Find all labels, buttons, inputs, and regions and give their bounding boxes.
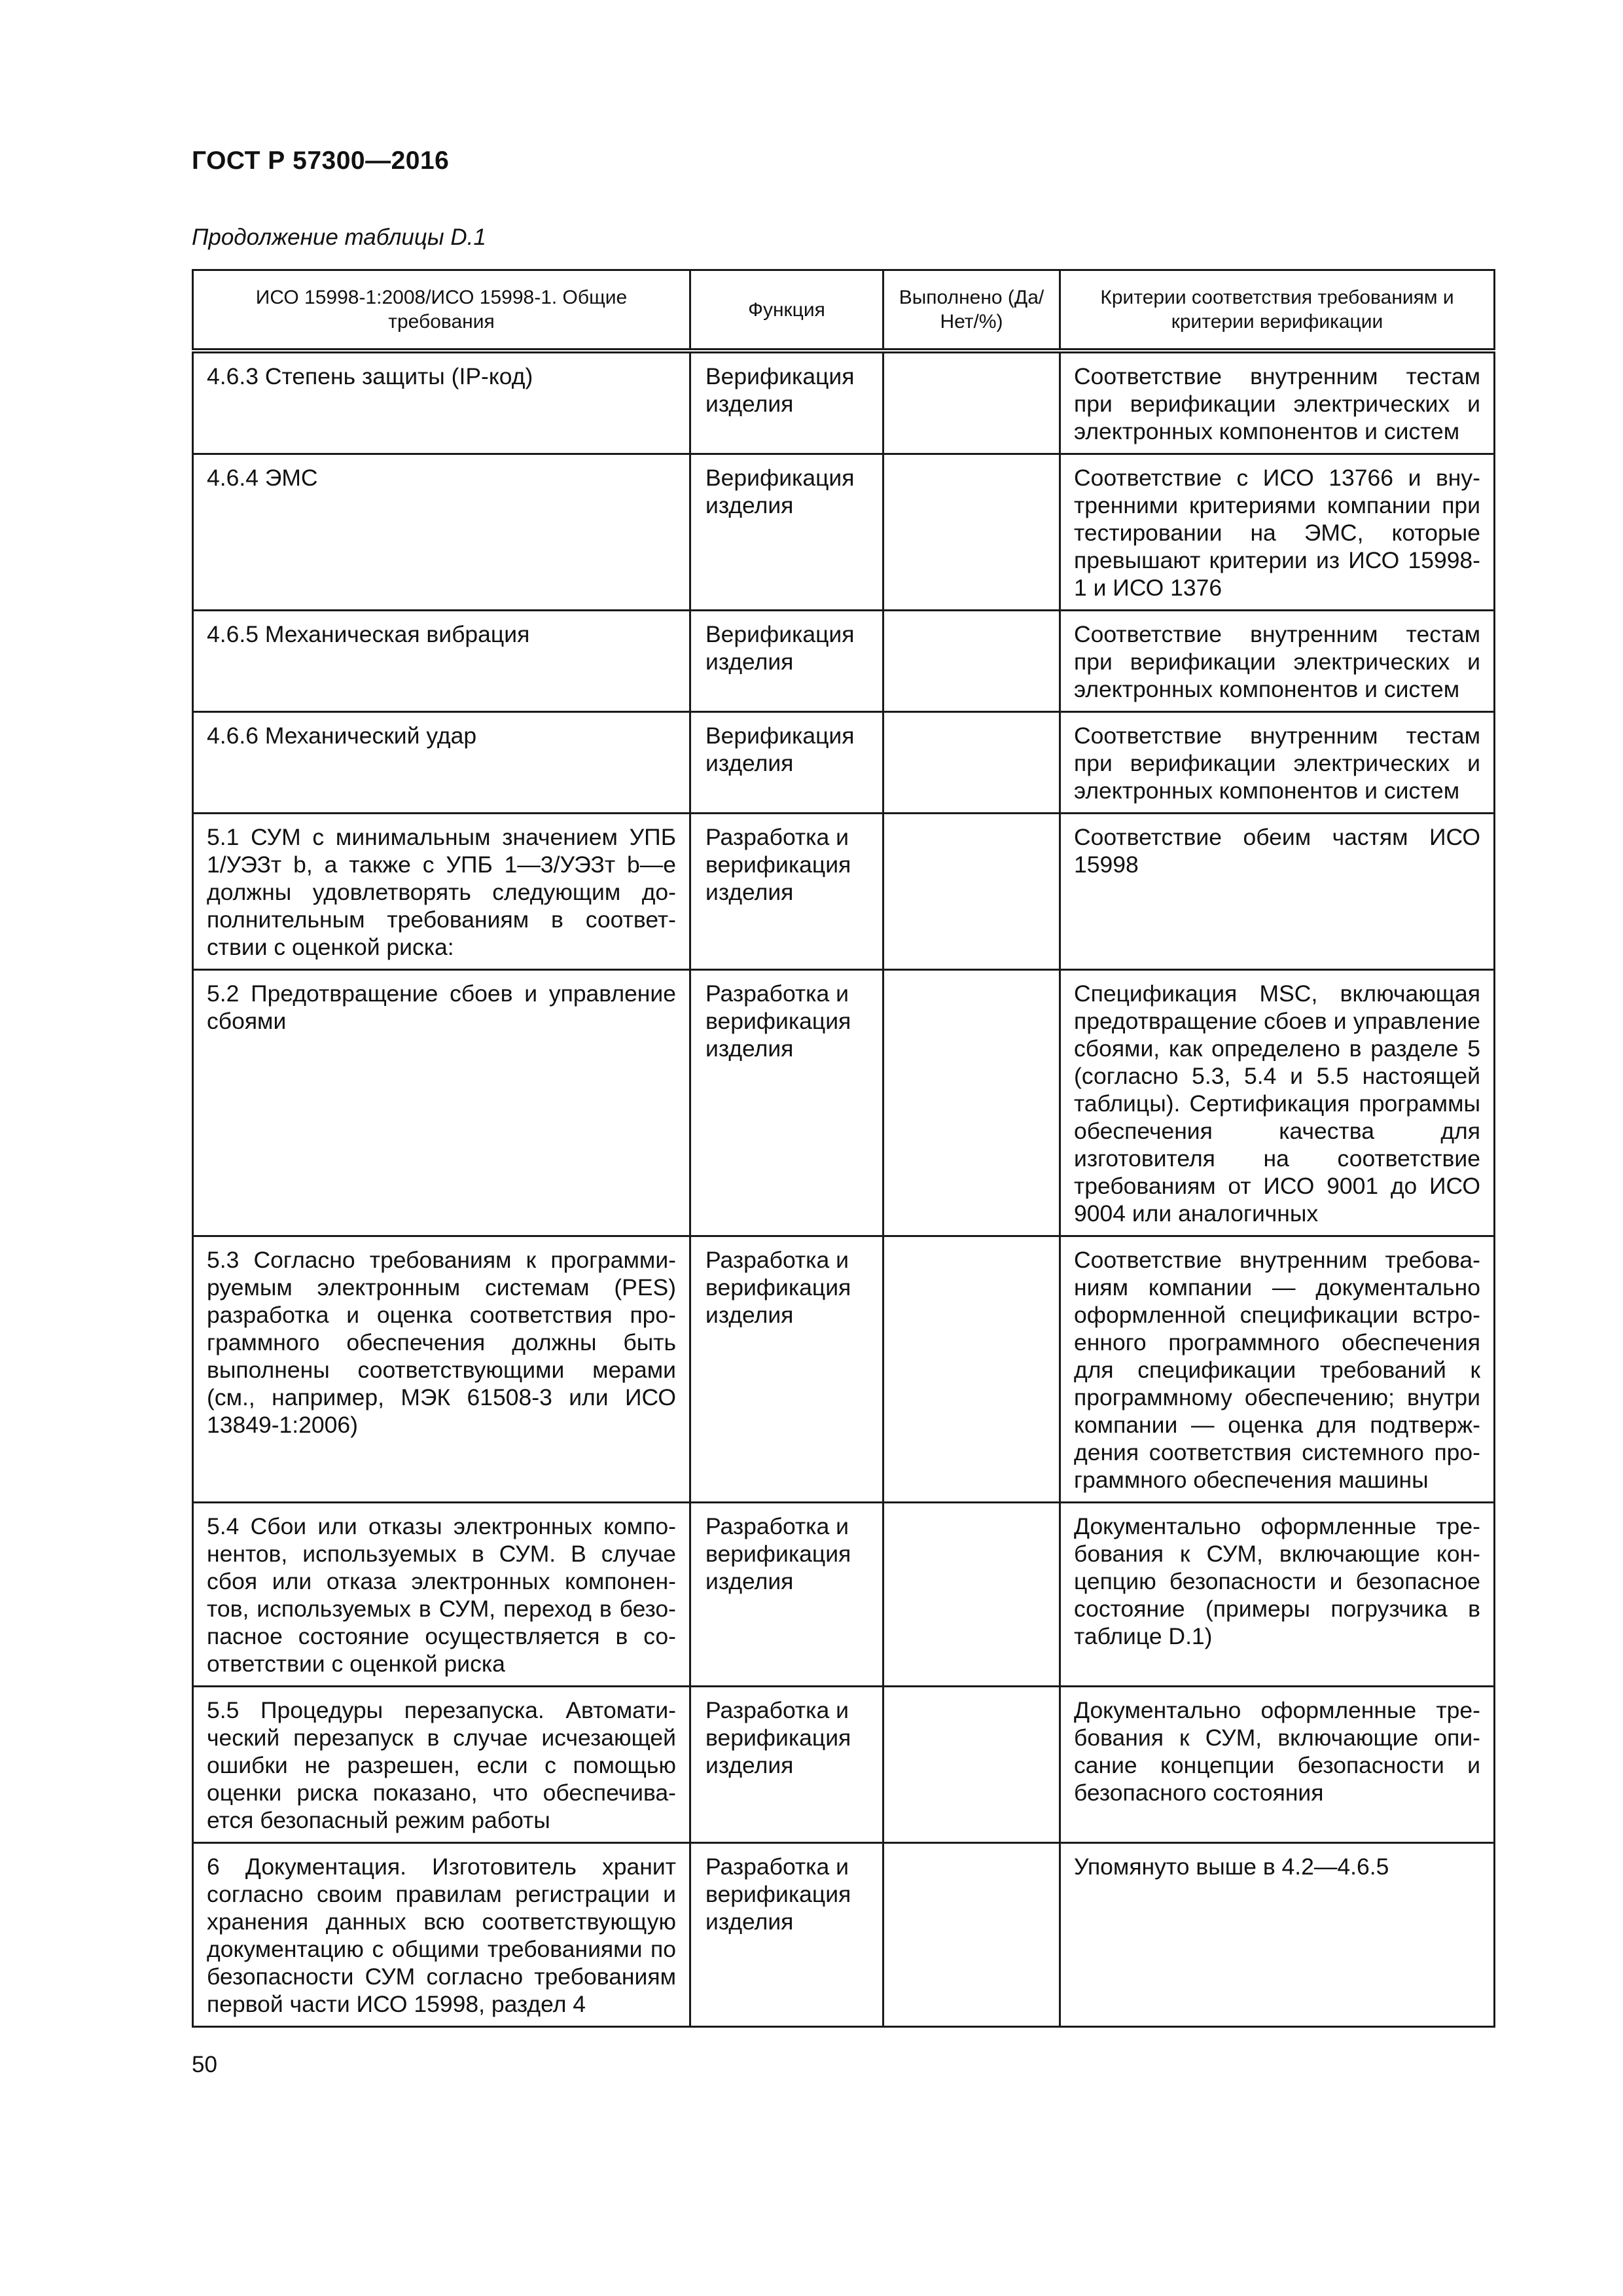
table-header-row [193, 270, 1495, 351]
table-row [193, 1687, 1495, 1843]
requirement-cell: 5.2 Предотвращение сбоев и управление сбоями [193, 970, 690, 1236]
column-header-done: Выполнено (Да/Нет/%) [883, 270, 1060, 351]
function-cell: Верификация изделия [690, 454, 883, 611]
criteria-cell: Соответствие с ИСО 13766 и внутренними критериями компании при тестировании на ЭМС, которые превышают критерии из ИСО 15998-1 и ИСО 1376 [1060, 454, 1495, 611]
function-cell: Верификация изделия [690, 611, 883, 712]
done-cell [883, 712, 1060, 814]
table-row [193, 611, 1495, 712]
function-cell: Разработка и верификация изделия [690, 970, 883, 1236]
function-cell: Разработка и верификация изделия [690, 1503, 883, 1687]
table-caption: Продолжение таблицы D.1 [192, 224, 486, 250]
done-cell [883, 1503, 1060, 1687]
table-row [193, 1503, 1495, 1687]
done-cell [883, 1687, 1060, 1843]
criteria-cell: Соответствие обеим частям ИСО 15998 [1060, 814, 1495, 970]
requirement-cell: 5.3 Согласно требованиям к программируемым электронным системам (PES) разработка и оценка соответствия программного обеспечения должны быть выполнены соответствующими мерами (см., например, МЭК 61508-3 или ИСО 13849-1:2006) [193, 1236, 690, 1503]
requirement-cell: 5.4 Сбои или отказы электронных компонентов, используемых в СУМ. В случае сбоя или отказа электронных компонентов, используемых в СУМ, переход в безопасное состояние осуществляется в соответствии с оценкой риска [193, 1503, 690, 1687]
function-cell: Верификация изделия [690, 351, 883, 454]
function-cell: Разработка и верификация изделия [690, 1843, 883, 2027]
table-row [193, 712, 1495, 814]
requirement-cell: 4.6.6 Механический удар [193, 712, 690, 814]
table-row [193, 1843, 1495, 2027]
table-row [193, 351, 1495, 454]
table-row [193, 970, 1495, 1236]
requirement-cell: 5.1 СУМ с минимальным значением УПБ 1/УЭЗт b, а также с УПБ 1—3/УЭЗт b—e должны удовлетворять следующим дополнительным требованиям в соответствии с оценкой риска: [193, 814, 690, 970]
criteria-cell: Спецификация MSC, включающая предотвращение сбоев и управление сбоями, как определено в разделе 5 (согласно 5.3, 5.4 и 5.5 настоящей таблицы). Сертификация программы обеспечения качества для изготовителя на соответствие требованиям от ИСО 9001 до ИСО 9004 или аналогичных [1060, 970, 1495, 1236]
page-number: 50 [192, 2052, 217, 2077]
done-cell [883, 1236, 1060, 1503]
table-row [193, 1236, 1495, 1503]
done-cell [883, 970, 1060, 1236]
criteria-cell: Соответствие внутренним тестам при верификации электрических и электронных компонентов и систем [1060, 351, 1495, 454]
column-header-function: Функция [690, 270, 883, 351]
function-cell: Разработка и верификация изделия [690, 1687, 883, 1843]
table-row [193, 814, 1495, 970]
document-code: ГОСТ Р 57300—2016 [192, 147, 450, 175]
criteria-cell: Документально оформленные требования к СУМ, включающие концепцию безопасности и безопасное состояние (примеры погрузчика в таблице D.1) [1060, 1503, 1495, 1687]
criteria-cell: Соответствие внутренним тестам при верификации электрических и электронных компонентов и систем [1060, 712, 1495, 814]
requirement-cell: 4.6.5 Механическая вибрация [193, 611, 690, 712]
done-cell [883, 454, 1060, 611]
criteria-cell: Соответствие внутренним тестам при верификации электрических и электронных компонентов и систем [1060, 611, 1495, 712]
function-cell: Разработка и верификация изделия [690, 1236, 883, 1503]
criteria-cell: Документально оформленные требования к СУМ, включающие описание концепции безопасности и безопасного состояния [1060, 1687, 1495, 1843]
column-header-requirement: ИСО 15998-1:2008/ИСО 15998-1. Общие требования [193, 270, 690, 351]
done-cell [883, 1843, 1060, 2027]
requirement-cell: 5.5 Процедуры перезапуска. Автоматический перезапуск в случае исчезающей ошибки не разрешен, если с помощью оценки риска показано, что обеспечивается безопасный режим работы [193, 1687, 690, 1843]
criteria-cell: Соответствие внутренним требованиям компании — документально оформленной спецификации встроенного программного обеспечения для спецификации требований к программному обеспечению; внутри компании — оценка для подтверждения соответствия системного программного обеспечения машины [1060, 1236, 1495, 1503]
done-cell [883, 814, 1060, 970]
column-header-criteria: Критерии соответствия требованиям и критерии верификации [1060, 270, 1495, 351]
done-cell [883, 611, 1060, 712]
requirement-cell: 6 Документация. Изготовитель хранит согласно своим правилам регистрации и хранения данных всю соответствующую документацию с общими требованиями по безопасности СУМ согласно требованиям первой части ИСО 15998, раздел 4 [193, 1843, 690, 2027]
table-row [193, 454, 1495, 611]
criteria-cell: Упомянуто выше в 4.2—4.6.5 [1060, 1843, 1495, 2027]
function-cell: Разработка и верификация изделия [690, 814, 883, 970]
done-cell [883, 351, 1060, 454]
function-cell: Верификация изделия [690, 712, 883, 814]
requirement-cell: 4.6.4 ЭМС [193, 454, 690, 611]
requirement-cell: 4.6.3 Степень защиты (IP-код) [193, 351, 690, 454]
requirements-table [192, 269, 1495, 2028]
